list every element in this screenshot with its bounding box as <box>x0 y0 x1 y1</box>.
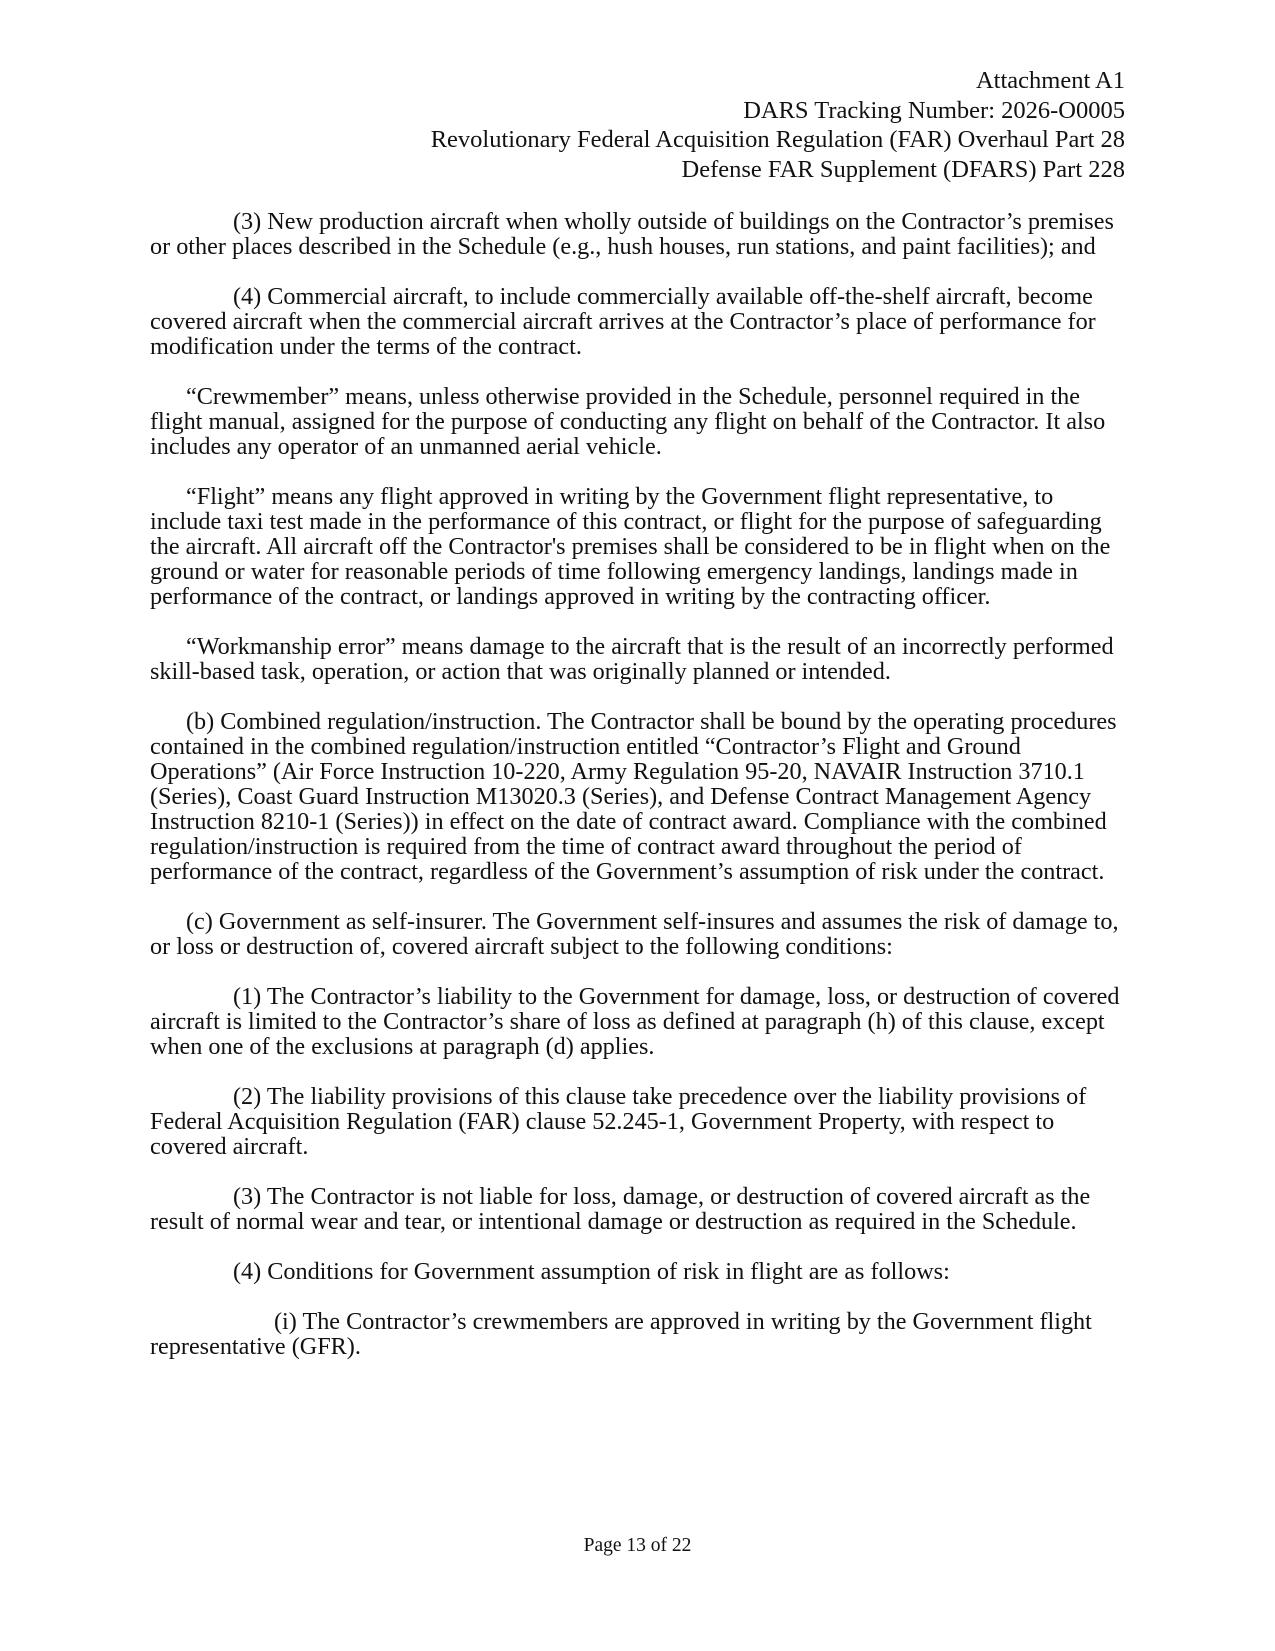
page-header <box>431 66 1125 184</box>
paragraph-b-combined-regulation: (b) Combined regulation/instruction. The Contractor shall be bound by the operating procedures contained in the combined regulation/instruction entitled “Contractor’s Flight and Ground Operations” (Air Force Instruction 10-220, Army Regulation 95-20, NAVAIR Instruction 3710.1 (Series), Coast Guard Instruction M13020.3 (Series), and Defense Contract Management Agency Instruction 8210-1 (Series)) in effect on the date of contract award. Compliance with the combined regulation/instruction is required from the time of contract award throughout the period of performance of the contract, regardless of the Government’s assumption of risk under the contract. <box>150 708 1117 885</box>
document-body <box>150 209 1130 1359</box>
definition-crewmember: “Crewmember” means, unless otherwise provided in the Schedule, personnel required in the flight manual, assigned for the purpose of conducting any flight on behalf of the Contractor. It also includes any operator of an unmanned aerial vehicle. <box>150 383 1106 460</box>
page-number: Page 13 of 22 <box>583 1535 692 1556</box>
far-part-title: Revolutionary Federal Acquisition Regulation (FAR) Overhaul Part 28 <box>430 126 1125 153</box>
paragraph-a4-commercial-aircraft: (4) Commercial aircraft, to include commercially available off-the-shelf aircraft, become covered aircraft when the commercial aircraft arrives at the Contractor’s place of performance for modification under the terms of the contract. <box>150 283 1096 360</box>
paragraph-c4i-crewmembers: (i) The Contractor’s crewmembers are approved in writing by the Government flight representative (GFR). <box>150 1308 1092 1360</box>
dfars-part-title: Defense FAR Supplement (DFARS) Part 228 <box>681 155 1125 183</box>
definition-flight: “Flight” means any flight approved in writing by the Government flight representative, to include taxi test made in the performance of this contract, or flight for the purpose of safeguarding the aircraft. All aircraft off the Contractor's premises shall be considered to be in flight when on the ground or water for reasonable periods of time following emergency landings, landings made in performance of the contract, or landings approved in writing by the contracting officer. <box>150 483 1111 610</box>
tracking-number: DARS Tracking Number: 2026-O0005 <box>743 96 1125 124</box>
paragraph-c3-wear-and-tear: (3) The Contractor is not liable for loss, damage, or destruction of covered aircraft as the result of normal wear and tear, or intentional damage or destruction as required in the Schedule. <box>150 1183 1091 1235</box>
paragraph-a3-new-production: (3) New production aircraft when wholly outside of buildings on the Contractor’s premises or other places described in the Schedule (e.g., hush houses, run stations, and paint facilities); and <box>150 208 1114 260</box>
paragraph-c1-liability: (1) The Contractor’s liability to the Government for damage, loss, or destruction of covered aircraft is limited to the Contractor’s share of loss as defined at paragraph (h) of this clause, except when one of the exclusions at paragraph (d) applies. <box>150 983 1120 1060</box>
paragraph-c2-precedence: (2) The liability provisions of this clause take precedence over the liability provisions of Federal Acquisition Regulation (FAR) clause 52.245-1, Government Property, with respect to covered aircraft. <box>150 1083 1087 1160</box>
attachment-label: Attachment A1 <box>975 67 1125 94</box>
paragraph-c-self-insurer: (c) Government as self-insurer. The Government self-insures and assumes the risk of damage to, or loss or destruction of, covered aircraft subject to the following conditions: <box>150 908 1119 960</box>
paragraph-c4-conditions: (4) Conditions for Government assumption of risk in flight are as follows: <box>233 1258 950 1285</box>
definition-workmanship-error: “Workmanship error” means damage to the aircraft that is the result of an incorrectly performed skill-based task, operation, or action that was originally planned or intended. <box>150 633 1114 685</box>
